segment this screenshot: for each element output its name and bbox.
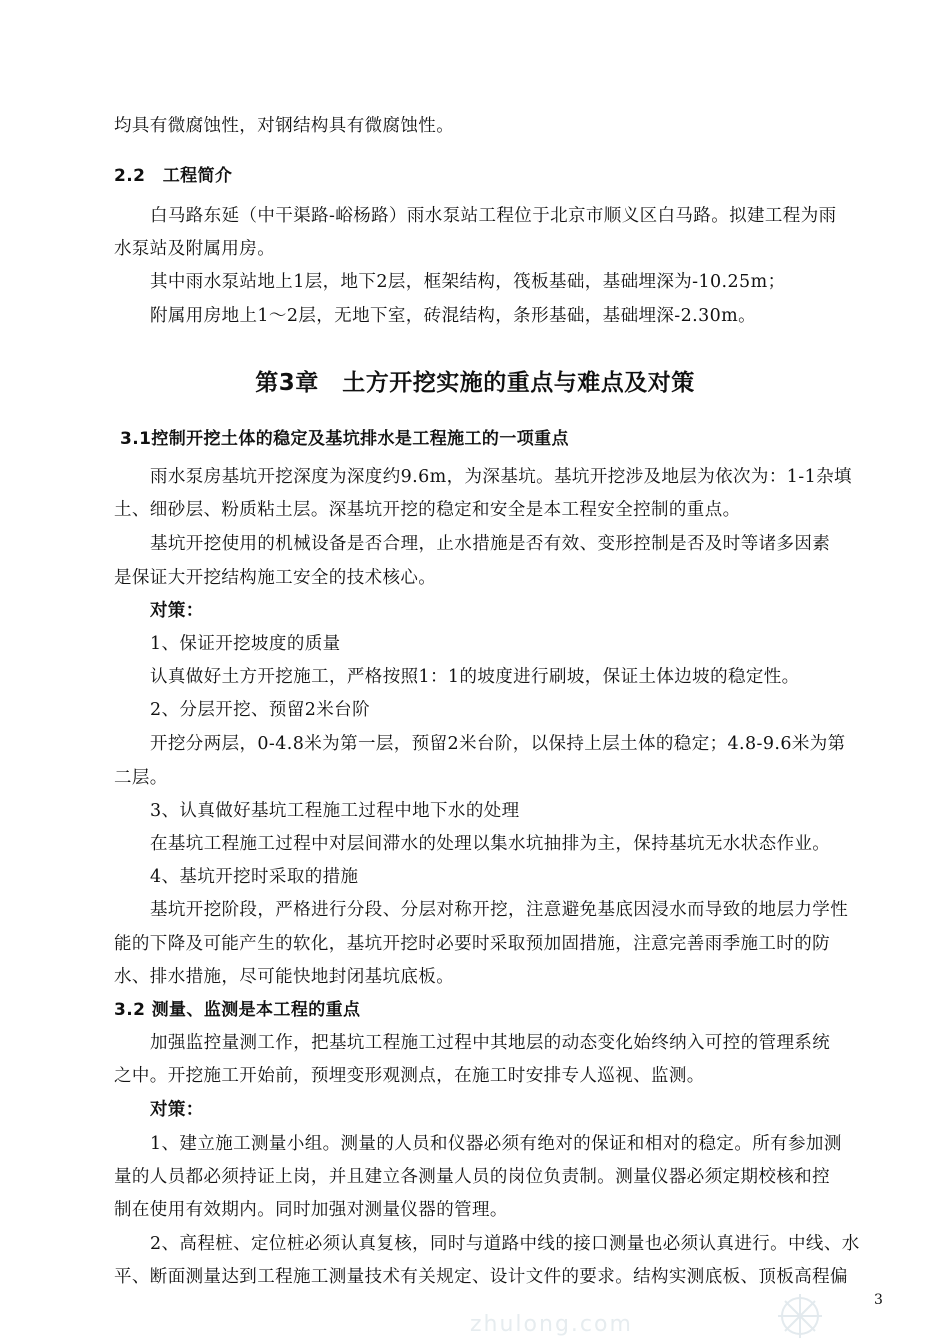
section-heading: 3.2 测量、监测是本工程的重点 bbox=[114, 1000, 361, 1020]
text-line: 雨水泵房基坑开挖深度为深度约9.6m，为深基坑。基坑开挖涉及地层为依次为：1-1杂填 bbox=[150, 467, 852, 487]
text-line: 1、建立施工测量小组。测量的人员和仪器必须有绝对的保证和相对的稳定。所有参加测 bbox=[150, 1134, 842, 1154]
section-heading: 3.1控制开挖土体的稳定及基坑排水是工程施工的一项重点 bbox=[120, 429, 569, 449]
text-line: 4、基坑开挖时采取的措施 bbox=[150, 867, 359, 887]
text-line: 量的人员都必须持证上岗，并且建立各测量人员的岗位负责制。测量仪器必须定期校核和控 bbox=[114, 1167, 830, 1187]
text-line: 开挖分两层，0-4.8米为第一层，预留2米台阶，以保持上层土体的稳定；4.8-9.6米为第 bbox=[150, 734, 846, 754]
watermark-text: zhulong.com bbox=[470, 1312, 633, 1337]
text-line: 2、分层开挖、预留2米台阶 bbox=[150, 700, 370, 720]
strategy-label: 对策： bbox=[150, 1100, 204, 1120]
text-line: 在基坑工程施工过程中对层间滞水的处理以集水坑抽排为主，保持基坑无水状态作业。 bbox=[150, 834, 831, 854]
text-line: 认真做好土方开挖施工，严格按照1：1的坡度进行刷坡，保证土体边坡的稳定性。 bbox=[150, 667, 800, 687]
text-line: 其中雨水泵站地上1层，地下2层，框架结构，筏板基础，基础埋深为-10.25m； bbox=[150, 272, 786, 292]
page-number: 3 bbox=[874, 1292, 883, 1308]
text-line: 水、排水措施，尽可能快地封闭基坑底板。 bbox=[114, 967, 455, 987]
text-line: 平、断面测量达到工程施工测量技术有关规定、设计文件的要求。结构实测底板、顶板高程偏 bbox=[114, 1267, 848, 1287]
text-line: 1、保证开挖坡度的质量 bbox=[150, 634, 341, 654]
text-line: 2、高程桩、定位桩必须认真复核，同时与道路中线的接口测量也必须认真进行。中线、水 bbox=[150, 1234, 860, 1254]
strategy-label: 对策： bbox=[150, 601, 204, 621]
text-line: 之中。开挖施工开始前，预埋变形观测点，在施工时安排专人巡视、监测。 bbox=[114, 1066, 705, 1086]
text-line: 是保证大开挖结构施工安全的技术核心。 bbox=[114, 568, 437, 588]
text-line: 基坑开挖使用的机械设备是否合理，止水措施是否有效、变形控制是否及时等诸多因素 bbox=[150, 534, 831, 554]
watermark-logo-icon bbox=[760, 1286, 840, 1342]
text-line: 3、认真做好基坑工程施工过程中地下水的处理 bbox=[150, 801, 520, 821]
chapter-title: 第3章 土方开挖实施的重点与难点及对策 bbox=[255, 370, 695, 396]
text-line: 基坑开挖阶段，严格进行分段、分层对称开挖，注意避免基底因浸水而导致的地层力学性 bbox=[150, 900, 849, 920]
text-line: 水泵站及附属用房。 bbox=[114, 239, 276, 259]
text-line: 二层。 bbox=[114, 768, 168, 788]
text-line: 白马路东延（中干渠路-峪杨路）雨水泵站工程位于北京市顺义区白马路。拟建工程为雨 bbox=[150, 206, 837, 226]
text-line: 制在使用有效期内。同时加强对测量仪器的管理。 bbox=[114, 1200, 508, 1220]
text-line: 附属用房地上1～2层，无地下室，砖混结构，条形基础，基础埋深-2.30m。 bbox=[150, 306, 757, 326]
text-line: 能的下降及可能产生的软化，基坑开挖时必要时采取预加固措施，注意完善雨季施工时的防 bbox=[114, 934, 830, 954]
text-line: 均具有微腐蚀性，对钢结构具有微腐蚀性。 bbox=[114, 116, 455, 136]
section-heading: 2.2 工程简介 bbox=[114, 166, 233, 186]
text-line: 加强监控量测工作，把基坑工程施工过程中其地层的动态变化始终纳入可控的管理系统 bbox=[150, 1033, 831, 1053]
text-line: 土、细砂层、粉质粘土层。深基坑开挖的稳定和安全是本工程安全控制的重点。 bbox=[114, 500, 741, 520]
